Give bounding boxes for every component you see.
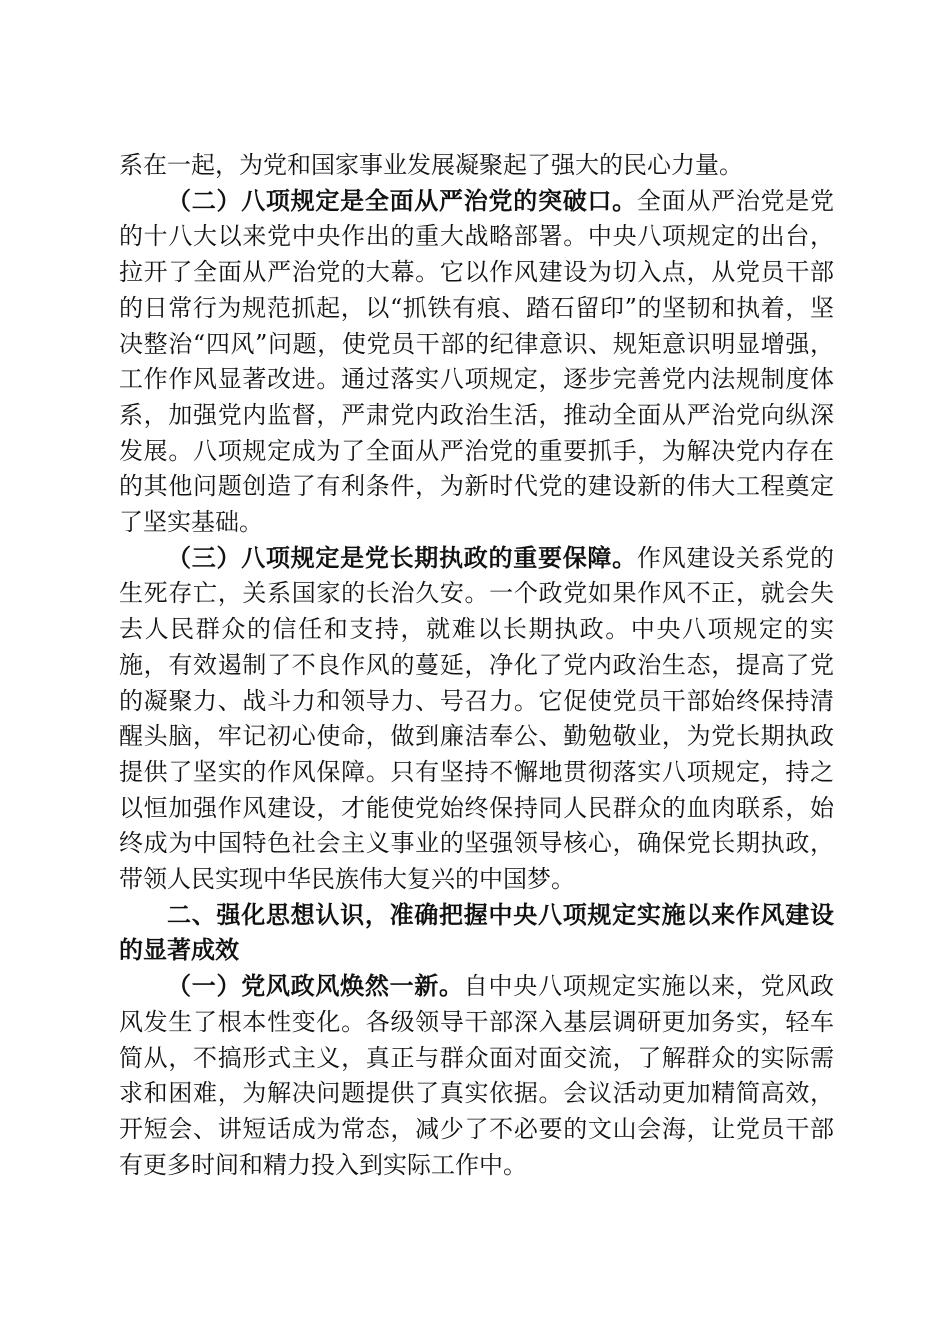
paragraph-continuation: [119, 148, 834, 184]
paragraph-breakthrough: [119, 184, 834, 541]
document-page: [119, 148, 834, 1183]
paragraph-text: 作风建设关系党的生死存亡，关系国家的长治久安。一个政党如果作风不正，就会失去人民群众的信任和支持，就难以长期执政。中央八项规定的实施，有效遏制了不良作风的蔓延，净化了党内政治生态，提高了党的凝聚力、战斗力和领导力、号召力。它促使党员干部始终保持清醒头脑，牢记初心使命，做到廉洁奉公、勤勉敬业，为党长期执政提供了坚实的作风保障。只有坚持不懈地贯彻落实八项规定，持之以恒加强作风建设，才能使党始终保持同人民群众的血肉联系，始终成为中国特色社会主义事业的坚强领导核心，确保党长期执政，带领人民实现中华民族伟大复兴的中国梦。: [119, 543, 835, 894]
paragraph-lead: （三）八项规定是党长期执政的重要保障。: [167, 543, 637, 572]
paragraph-guarantee: [119, 541, 834, 898]
paragraph-lead: （二）八项规定是全面从严治党的突破口。: [167, 186, 637, 215]
section-heading: 二、强化思想认识，准确把握中央八项规定实施以来作风建设的显著成效: [119, 900, 834, 965]
paragraph-results: [119, 969, 834, 1183]
paragraph-text: 自中央八项规定实施以来，党风政风发生了根本性变化。各级领导干部深入基层调研更加务实，轻车简从，不搞形式主义，真正与群众面对面交流，了解群众的实际需求和困难，为解决问题提供了真实依据。会议活动更加精简高效，开短会、讲短话成为常态，减少了不必要的文山会海，让党员干部有更多时间和精力投入到实际工作中。: [119, 972, 835, 1179]
paragraph-text: 系在一起，为党和国家事业发展凝聚起了强大的民心力量。: [119, 151, 743, 179]
paragraph-lead: （一）党风政风焕然一新。: [167, 972, 464, 1001]
paragraph-text: 全面从严治党是党的十八大以来党中央作出的重大战略部署。中央八项规定的出台，拉开了全面从严治党的大幕。它以作风建设为切入点，从党员干部的日常行为规范抓起，以“抓铁有痕、踏石留印”的坚韧和执着，坚决整治“四风”问题，使党员干部的纪律意识、规矩意识明显增强，工作作风显著改进。通过落实八项规定，逐步完善党内法规制度体系，加强党内监督，严肃党内政治生活，推动全面从严治党向纵深发展。八项规定成为了全面从严治党的重要抓手，为解决党内存在的其他问题创造了有利条件，为新时代党的建设新的伟大工程奠定了坚实基础。: [119, 186, 835, 537]
